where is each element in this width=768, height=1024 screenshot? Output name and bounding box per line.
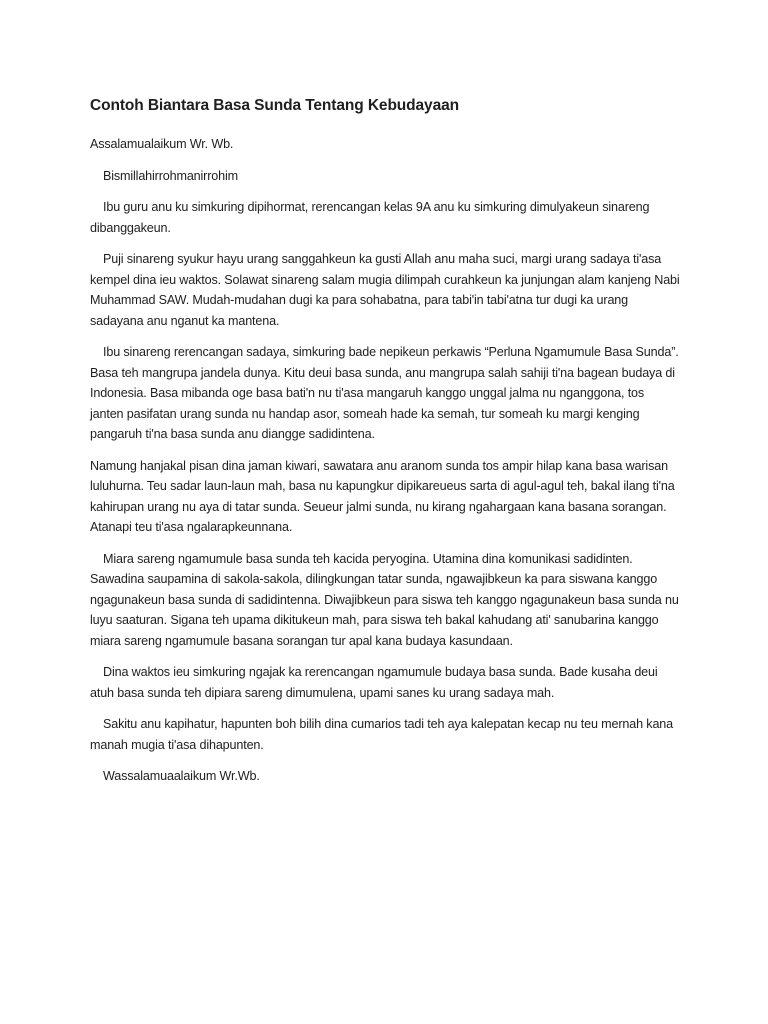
paragraph-salutation: Ibu guru anu ku simkuring dipihormat, rerencangan kelas 9A anu ku simkuring dimulyakeun sinareng dibanggakeun. <box>90 200 650 235</box>
paragraph-preservation: Miara sareng ngamumule basa sunda teh kacida peryogina. Utamina dina komunikasi sadidinten. Sawadina saupamina di sakola-sakola, dilingkungan tatar sunda, ngawajibkeun ka para siswana kanggo ngagunakeun basa sunda di sadidintenna. Diwajibkeun para siswa teh kanggo ngagunakeun basa sunda nu luyu saaturan. Sigana teh upama dikitukeun mah, para siswa teh bakal kahudang ati' sanubarina kanggo miara sareng ngamumule basana sorangan tur apal kana budaya kasundaan. <box>90 551 679 648</box>
closing-greeting: Wassalamuaalaikum Wr.Wb. <box>103 769 260 783</box>
paragraph-invitation: Dina waktos ieu simkuring ngajak ka rerencangan ngamumule budaya basa sunda. Bade kusaha deui atuh basa sunda teh dipiara sareng dimumulena, upami sanes ku urang sadaya mah. <box>90 665 658 700</box>
paragraph-concern: Namung hanjakal pisan dina jaman kiwari, sawatara anu aranom sunda tos ampir hilap kana basa warisan luluhurna. Teu sadar laun-laun mah, basa nu kapungkur dipikareueus sarta di agul-agul teh, bakal ilang ti'na kahirupan urang nu aya di tatar sunda. Seueur jalmi sunda, nu kirang ngahargaan kana basana sorangan. Atanapi teu ti'asa ngalarapkeunnana. <box>90 458 675 534</box>
basmalah-line: Bismillahirrohmanirrohim <box>103 168 238 183</box>
paragraph-apology: Sakitu anu kapihatur, hapunten boh bilih dina cumarios tadi teh aya kalepatan kecap nu teu mernah kana manah mugia ti'asa dihapunten. <box>90 717 674 752</box>
document-body <box>90 96 680 798</box>
opening-greeting: Assalamualaikum Wr. Wb. <box>90 137 234 151</box>
document-title: Contoh Biantara Basa Sunda Tentang Kebudayaan <box>90 97 459 114</box>
paragraph-praise: Puji sinareng syukur hayu urang sanggahkeun ka gusti Allah anu maha suci, margi urang sadaya ti'asa kempel dina ieu waktos. Solawat sinareng salam mugia dilimpah curahkeun ka junjungan alam kanjeng Nabi Muhammad SAW. Mudah-mudahan dugi ka para sohabatna, para tabi'in tabi'atna tur dugi ka urang sadayana anu nganut ka mantena. <box>90 252 680 328</box>
paragraph-topic: Ibu sinareng rerencangan sadaya, simkuring bade nepikeun perkawis “Perluna Ngamumule Basa Sunda”. Basa teh mangrupa jandela dunya. Kitu deui basa sunda, anu mangrupa salah sahiji ti'na bagean budaya di Indonesia. Basa mibanda oge basa bati'n nu ti'asa mangaruh kanggo unggal jalma nu nganggona, tos janten pasifatan urang sunda nu handap asor, someah hade ka semah, tur someah ku margi kenging pangaruh ti'na basa sunda anu diangge sadidintena. <box>90 345 679 441</box>
